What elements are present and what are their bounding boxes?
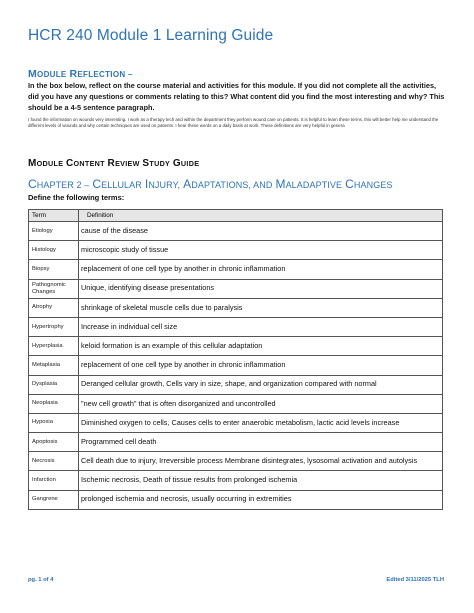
- table-row: [29, 279, 443, 298]
- table-row: [29, 490, 443, 509]
- term-cell: Metaplasia: [29, 356, 79, 375]
- reflection-prompt: In the box below, reflect on the course material and activities for this module. If you did not complete all the activities, did you have any questions or comments relating to this? What content did you find the most interesting and why? This should be a 4-5 sentence paragraph.: [28, 81, 445, 113]
- term-cell: Apoptosis: [29, 433, 79, 452]
- term-cell: Etiology: [29, 222, 79, 241]
- chapter-heading: CHAPTER 2 – CELLULAR INJURY, ADAPTATIONS, AND MALADAPTIVE CHANGES: [28, 177, 393, 191]
- content-review-heading: MODULE CONTENT REVIEW STUDY GUIDE: [28, 158, 200, 169]
- term-cell: Hypoxia: [29, 413, 79, 432]
- reflection-answer: I found the information on wounds very interesting. I work as a therapy tech and within the department they perform wound care on patients. It is helpful to learn these terms, this will better help me understand the different levels of wounds and why certain techniques are used on patients. I hear these words on a daily basis at work. These definitions are very helpful in genera: [28, 117, 439, 128]
- definition-cell[interactable]: Ischemic necrosis, Death of tissue results from prolonged ischemia: [79, 471, 443, 490]
- definition-cell[interactable]: replacement of one cell type by another in chronic inflammation: [79, 260, 443, 279]
- term-cell: Atrophy: [29, 298, 79, 317]
- term-column-header: Term: [29, 210, 79, 222]
- table-row: [29, 317, 443, 336]
- table-row: [29, 471, 443, 490]
- term-cell: Dysplasia: [29, 375, 79, 394]
- footer-edited-date: Edited 3/11/2025 TLH: [386, 577, 444, 583]
- terms-table: [28, 209, 443, 510]
- definition-cell[interactable]: cause of the disease: [79, 222, 443, 241]
- term-cell: Necrosis: [29, 452, 79, 471]
- definition-column-header: Definition: [79, 210, 443, 222]
- table-row: [29, 433, 443, 452]
- table-row: [29, 241, 443, 260]
- term-cell: Pathognomic Changes: [29, 279, 79, 298]
- term-cell: Hypertrophy: [29, 317, 79, 336]
- definition-cell[interactable]: shrinkage of skeletal muscle cells due to paralysis: [79, 298, 443, 317]
- term-cell: Infarction: [29, 471, 79, 490]
- definition-cell[interactable]: keloid formation is an example of this cellular adaptation: [79, 337, 443, 356]
- define-terms-label: Define the following terms:: [28, 193, 125, 202]
- term-cell: Biopsy: [29, 260, 79, 279]
- table-row: [29, 356, 443, 375]
- module-reflection-heading: MODULE REFLECTION –: [28, 68, 133, 80]
- definition-cell[interactable]: Programmed cell death: [79, 433, 443, 452]
- table-row: [29, 452, 443, 471]
- definition-cell[interactable]: Diminished oxygen to cells, Causes cells to enter anaerobic metabolism, lactic acid levels increase: [79, 413, 443, 432]
- definition-cell[interactable]: Cell death due to injury, Irreversible process Membrane disintegrates, lysosomal activation and autolysis: [79, 452, 443, 471]
- definition-cell[interactable]: replacement of one cell type by another in chronic inflammation: [79, 356, 443, 375]
- table-row: [29, 337, 443, 356]
- table-row: [29, 260, 443, 279]
- term-cell: Neoplasia: [29, 394, 79, 413]
- term-cell: Hyperplasia: [29, 337, 79, 356]
- definition-cell[interactable]: "new cell growth" that is often disorganized and uncontrolled: [79, 394, 443, 413]
- footer-page-number: pg. 1 of 4: [28, 577, 54, 583]
- table-row: [29, 413, 443, 432]
- table-row: [29, 298, 443, 317]
- definition-cell[interactable]: prolonged ischemia and necrosis, usually occurring in extremities: [79, 490, 443, 509]
- table-row: [29, 375, 443, 394]
- table-row: [29, 394, 443, 413]
- document-title: HCR 240 Module 1 Learning Guide: [28, 27, 274, 44]
- definition-cell[interactable]: Increase in individual cell size: [79, 317, 443, 336]
- definition-cell[interactable]: Unique, identifying disease presentations: [79, 279, 443, 298]
- table-row: [29, 222, 443, 241]
- definition-cell[interactable]: microscopic study of tissue: [79, 241, 443, 260]
- definition-cell[interactable]: Deranged cellular growth, Cells vary in size, shape, and organization compared with normal: [79, 375, 443, 394]
- term-cell: Gangrene: [29, 490, 79, 509]
- term-cell: Histology: [29, 241, 79, 260]
